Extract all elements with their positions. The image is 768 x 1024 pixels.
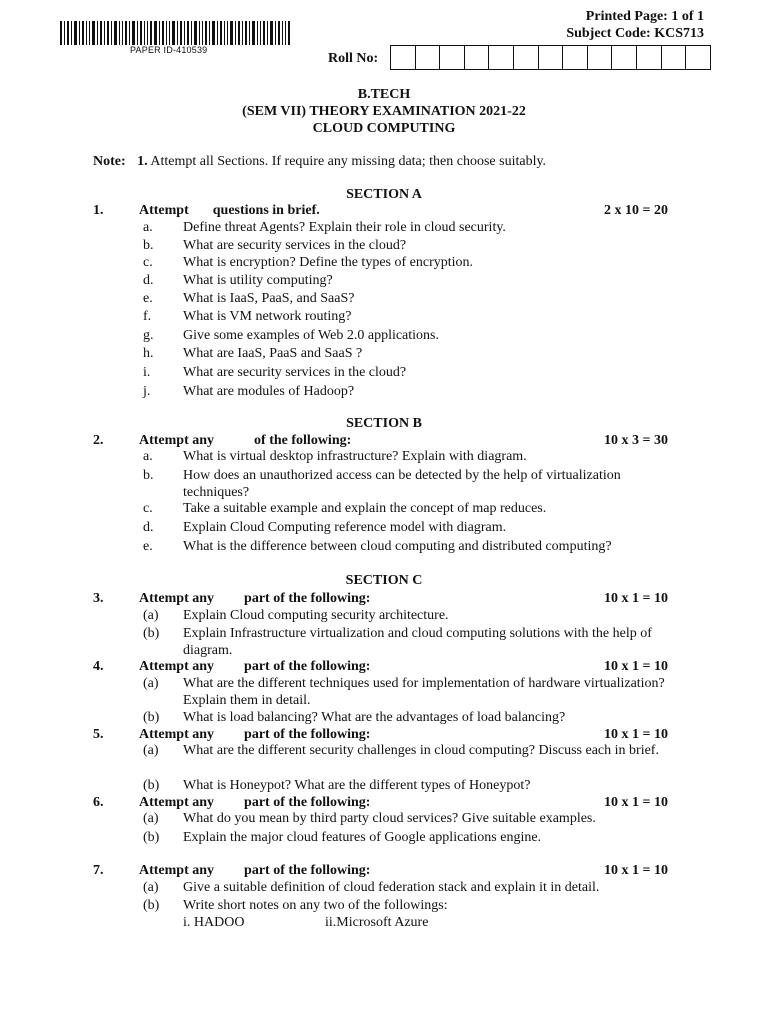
section-c-heading: SECTION C bbox=[345, 573, 423, 588]
question-1 bbox=[0, 203, 768, 221]
question-instruction: Attempt any of the following: bbox=[139, 433, 352, 448]
section-a-heading: SECTION A bbox=[346, 187, 422, 202]
printed-page: Printed Page: 1 of 1 bbox=[585, 9, 704, 24]
barcode bbox=[60, 21, 292, 45]
paper-id: PAPER ID-410539 bbox=[130, 45, 208, 55]
question-3: 3. Attempt any part of the following: 10 x 1 = 10 bbox=[93, 591, 668, 606]
question-number: 1. bbox=[93, 203, 104, 218]
section-b-heading: SECTION B bbox=[346, 416, 422, 431]
question-number: 2. bbox=[93, 433, 104, 448]
subnote-azure: ii.Microsoft Azure bbox=[325, 915, 429, 930]
roll-no-label: Roll No: bbox=[328, 51, 379, 66]
question-instruction: Attempt questions in brief. bbox=[139, 203, 320, 218]
roll-no-boxes[interactable] bbox=[390, 45, 711, 70]
exam-title: (SEM VII) THEORY EXAMINATION 2021-22 bbox=[242, 104, 526, 119]
question-5: 5. Attempt any part of the following: 10 x 1 = 10 bbox=[93, 727, 668, 742]
question-marks: 10 x 3 = 30 bbox=[604, 433, 668, 448]
note-label: Note: bbox=[93, 154, 126, 169]
subject-code: Subject Code: KCS713 bbox=[566, 26, 704, 41]
note-text: Attempt all Sections. If require any missing data; then choose suitably. bbox=[150, 154, 547, 169]
subnote-hadoop: i. HADOO bbox=[183, 915, 245, 930]
course-title: CLOUD COMPUTING bbox=[312, 121, 456, 136]
note-number: 1. bbox=[137, 154, 148, 169]
degree-title: B.TECH bbox=[357, 87, 411, 102]
question-7: 7. Attempt any part of the following: 10 x 1 = 10 bbox=[93, 863, 668, 878]
note bbox=[93, 154, 546, 170]
question-4: 4. Attempt any part of the following: 10 x 1 = 10 bbox=[93, 659, 668, 674]
question-6: 6. Attempt any part of the following: 10 x 1 = 10 bbox=[93, 795, 668, 810]
question-marks: 2 x 10 = 20 bbox=[604, 203, 668, 218]
